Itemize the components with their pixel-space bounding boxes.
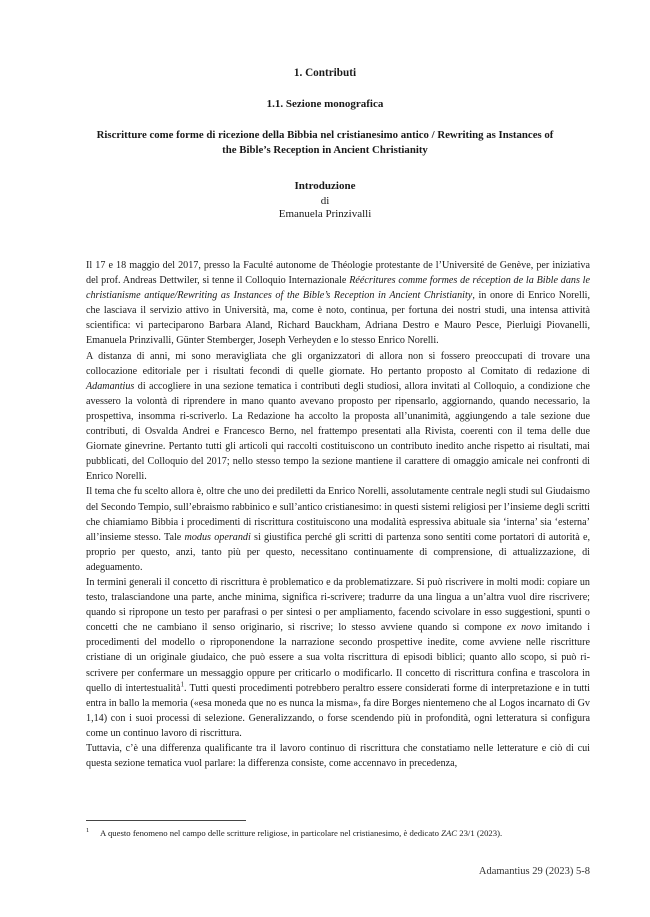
footnote-number: 1 bbox=[86, 827, 90, 834]
running-footer: Adamantius 29 (2023) 5-8 bbox=[478, 866, 590, 877]
footnote-divider bbox=[86, 820, 246, 821]
paragraph-4-text-cont: imitando i procedimenti del modello o riproponendone la narrazione secondo prospettive inedite, come avviene nelle riscritture cristiane di un originale giudaico, che può essere a sua volta riscrittura di episodi biblici; quanto allo scopo, si può ri-scrivere per confermare un messaggio oppure per criticarlo o modificarlo. Il concetto di riscrittura confina e trascolora in quello di intertestualità bbox=[86, 622, 591, 694]
introduction-heading: Introduzione bbox=[294, 180, 356, 192]
footnote-journal: ZAC bbox=[441, 827, 458, 838]
paragraph-4 bbox=[86, 575, 590, 741]
footnote-reference[interactable]: 1 bbox=[180, 681, 184, 689]
latin-phrase-2: ex novo bbox=[506, 622, 541, 634]
footnote bbox=[86, 825, 590, 839]
footnote-text: A questo fenomeno nel campo delle scritture religiose, in particolare nel cristianesimo, è dedicato bbox=[100, 827, 442, 838]
by-word: di bbox=[320, 195, 330, 207]
footnote-text-end: 23/1 (2023). bbox=[457, 827, 503, 838]
colloquium-title: Réécritures comme formes de réception de la Bible dans le christianisme antique/Rewriting as Instances of the Bible’s Reception in Ancient Christianity bbox=[86, 275, 590, 302]
paragraph-4-text-end: . Tutti questi procedimenti potrebbero peraltro essere considerati forme di interpretazione e in tutti entra in ballo la memoria («esa moneda que no es nunca la misma», fa dire Borges nientemeno che al Logos incarnato di Gv 1,14) con i suoi processi di selezione. Generalizzando, o forse scendendo più in profondità, ogni letteratura si configura come un continuo lavoro di riscrittura. bbox=[86, 682, 590, 739]
paragraph-5-text: Tuttavia, c’è una differenza qualificante tra il lavoro continuo di riscrittura che constatiamo nelle letterature e ciò di cui questa sezione tematica vuol parlare: la differenza consiste, come accennavo in precedenza, bbox=[86, 743, 590, 770]
section-heading: 1. Contributi bbox=[293, 67, 357, 79]
paragraph-3-text-cont: si giustifica perché gli scritti di partenza sono sentiti come portatori di autorità e, proprio per questo, anzi, tanto più per questo, necessitano continuamente di comprensione, di attualizzazione, di adeguamento. bbox=[86, 531, 590, 573]
latin-phrase: modus operandi bbox=[184, 531, 251, 543]
paragraph-5 bbox=[86, 741, 590, 771]
author-name: Emanuela Prinzivalli bbox=[278, 208, 372, 220]
journal-name: Adamantius bbox=[86, 380, 135, 392]
paragraph-2-text: A distanza di anni, mi sono meravigliata che gli organizzatori di allora non si fossero preoccupati di trovare una collocazione editoriale per i risultati fecondi di quelle giornate. Ho pertanto proposto al Comitato di redazione di bbox=[86, 350, 590, 377]
paragraph-3 bbox=[86, 484, 590, 575]
subsection-heading: 1.1. Sezione monografica bbox=[266, 98, 384, 110]
article-title-line-2: the Bible’s Reception in Ancient Christianity bbox=[222, 144, 428, 156]
paragraph-3-text: Il tema che fu scelto allora è, oltre che uno dei prediletti da Enrico Norelli, assolutamente centrale negli studi sul Giudaismo del Secondo Tempio, sull’ebraismo rabbinico e sull’antico cristianesimo: in questi sistemi religiosi per l’insieme degli scritti che chiamiamo Bibbia i procedimenti di riscrittura costituiscono una modalità espressiva abituale sia ‘interna’ sia ‘esterna’ all’insieme stesso. Tale bbox=[86, 486, 590, 543]
paragraph-1-text: Il 17 e 18 maggio del 2017, presso la Faculté autonome de Théologie protestante de l’Université de Genève, per iniziativa del prof. Andreas Dettwiler, si tenne il Colloquio Internazionale bbox=[86, 260, 590, 287]
article-title bbox=[60, 128, 590, 158]
paragraph-1 bbox=[86, 258, 590, 349]
paragraph-1-text-cont: , in onore di Enrico Norelli, che lasciava il servizio attivo in Università, ma, come è noto, continua, per fortuna dei nostri studi, una intensa attività scientifica: vi parteciparono Barbara Aland, Richard Bauckham, Adriana Destro e Mauro Pesce, Pierluigi Piovanelli, Emanuela Prinzivalli, Günter Stemberger, Joseph Verheyden e lo stesso Enrico Norelli. bbox=[86, 290, 590, 347]
paragraph-2-text-cont: di accogliere in una sezione tematica i contributi degli studiosi, allora invitati al Colloquio, a condizione che avessero la volontà di riprendere in mano quanto avevano proposto per ripensarlo, aggiornando, quando necessario, la prospettiva, insomma ri-scriverlo. La Redazione ha accolto la proposta all’unanimità, aggiungendo a tale sezione due contributi, di Osvalda Andrei e Francesco Berno, nel frattempo presentati alla Rivista, coerenti con il tema delle due Giornate ginevrine. Pertanto tutti gli articoli qui raccolti costituiscono un contributo inedito anche rispetto ai risultati, mai pubblicati, del Colloquio del 2017; nello stesso tempo la sezione mantiene il carattere di omaggio amicale nei confronti di Enrico Norelli. bbox=[86, 380, 590, 483]
paragraph-2 bbox=[86, 349, 590, 485]
body-text bbox=[86, 258, 590, 771]
paragraph-4-text: In termini generali il concetto di riscrittura è problematico e da problematizzare. Si può riscrivere in molti modi: copiare un testo, tralasciandone una parte, anche minima, significa ri-scrivere; tradurre da una lingua a un’altra vuol dire riscrivere; quando si ripropone un testo per parafrasi o per sintesi o per ampliamento, facendo scivolare in esso suggestioni, spunti o concetti che ne cambiano il senso originario, si riscrive; lo stesso avviene quando si compone bbox=[86, 576, 590, 634]
article-title-line-1: Riscritture come forme di ricezione della Bibbia nel cristianesimo antico / Rewriting as Instances of bbox=[96, 129, 554, 141]
